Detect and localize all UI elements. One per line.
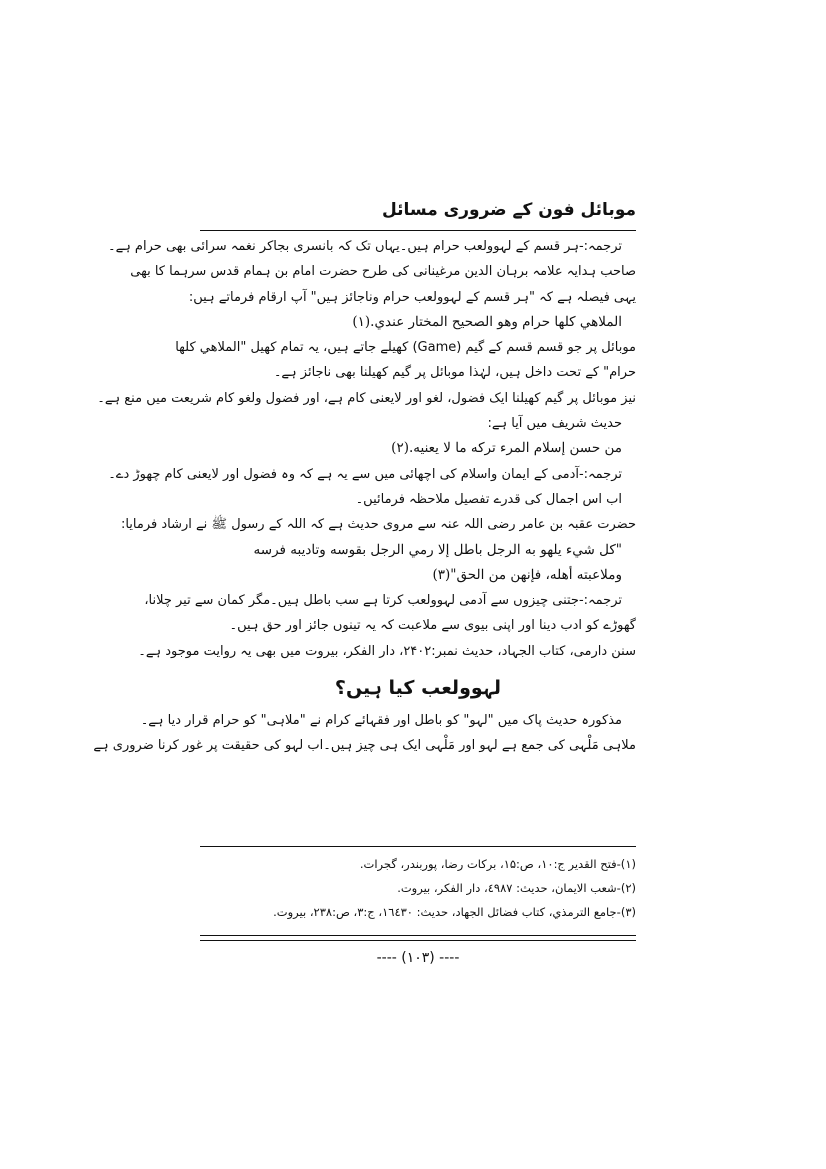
- text-line: ترجمہ:-آدمی کے ایمان واسلام کی اچھائی میں سے یہ ہے کہ وہ فضول اور لایعنی کام چھوڑ دے۔: [108, 466, 622, 482]
- text-line: صاحب ہدایہ علامہ برہان الدین مرغینانی کی طرح حضرت امام بن ہمام قدس سرہما کا بھی: [130, 264, 636, 280]
- footnotes: [200, 852, 636, 924]
- footer-rule-1: [200, 935, 636, 936]
- text-line: "كل شيء يلهو به الرجل باطل إلا رمي الرجل بقوسه وتاديبه فرسه: [253, 541, 622, 558]
- header-rule: [200, 230, 636, 231]
- text-line: گھوڑے کو ادب دینا اور اپنی بیوی سے ملاعبت کہ یہ تینوں جائز اور حق ہیں۔: [229, 618, 636, 634]
- text-line: الملاهي كلها حرام وهو الصحيح المختار عندي.(۱): [352, 313, 622, 330]
- paragraph-block: [97, 234, 636, 664]
- footnote-3: (۳)-جامع الترمذي، كتاب فضائل الجهاد، حديث: ١٦٤٣٠، ج:۳، ص:۲۳۸، بيروت.: [273, 905, 636, 919]
- footer-rule-2: [200, 940, 636, 941]
- section-heading: لہوولعب کیا ہیں؟: [334, 677, 502, 700]
- text-line: من حسن إسلام المرء تركه ما لا يعنيه.(۲): [391, 440, 622, 457]
- footnote-2: (۲)-شعب الايمان، حديث: ٤٩٨٧، دار الفكر، بيروت.: [397, 881, 636, 895]
- footnote-separator: [200, 846, 636, 847]
- text-line: یہی فیصلہ ہے کہ "ہر قسم کے لہوولعب حرام وناجائز ہیں" آپ ارقام فرماتے ہیں:: [188, 289, 636, 305]
- text-line: ترجمہ:-ہر قسم کے لہوولعب حرام ہیں۔یہاں تک کہ بانسری بجاکر نغمہ سرائی بھی حرام ہے۔: [107, 239, 622, 254]
- text-line: حرام" کے تحت داخل ہیں، لہٰذا موبائل پر گیم کھیلنا بھی ناجائز ہے۔: [273, 365, 636, 381]
- body-text: [93, 234, 636, 759]
- text-line: حدیث شریف میں آیا ہے:: [487, 416, 622, 432]
- text-line: وملاعبته أهله، فإنهن من الحق"(۳): [432, 566, 622, 583]
- page-number: ---- (۱۰۳) ----: [376, 950, 460, 966]
- footnote-1: (۱)-فتح القدير ج:۱۰، ص:۱۵، برکات رضا، پوربندر، گجرات.: [359, 857, 636, 871]
- paragraph-block-after: [93, 708, 636, 759]
- text-line: نیز موبائل پر گیم کھیلنا ایک فضول، لغو اور لایعنی کام ہے، اور فضول ولغو کام شریعت میں منع ہے۔: [97, 390, 636, 406]
- running-head: موبائل فون کے ضروری مسائل: [381, 200, 636, 220]
- text-line: مذکورہ حدیث پاک میں "لہو" کو باطل اور فقہائے کرام نے "ملاہی" کو حرام قرار دیا ہے۔: [140, 713, 622, 729]
- text-line: ترجمہ:-جتنی چیزوں سے آدمی لہوولعب کرتا ہے سب باطل ہیں۔مگر کمان سے تیر چلانا،: [144, 593, 622, 609]
- text-line: سنن دارمی، کتاب الجہاد، حدیث نمبر:۲۴۰۲، دار الفکر، بیروت میں بھی یہ روایت موجود ہے۔: [138, 643, 636, 659]
- book-page: [93, 190, 636, 990]
- text-line: ملاہی مَلْہی کی جمع ہے لہو اور مَلْہی ایک ہی چیز ہیں۔اب لہو کی حقیقت پر غور کرنا ضروری ہے: [93, 738, 636, 754]
- text-line: موبائل پر جو قسم قسم کے گیم (Game) کھیلے جاتے ہیں، یہ تمام کھیل "الملاهي كلها: [175, 340, 636, 356]
- text-line: اب اس اجمال کی قدرے تفصیل ملاحظہ فرمائیں۔: [355, 491, 622, 507]
- text-line: حضرت عقبہ بن عامر رضی اللہ عنہ سے مروی حدیث ہے کہ اللہ کے رسول ﷺ نے ارشاد فرمایا:: [120, 517, 636, 533]
